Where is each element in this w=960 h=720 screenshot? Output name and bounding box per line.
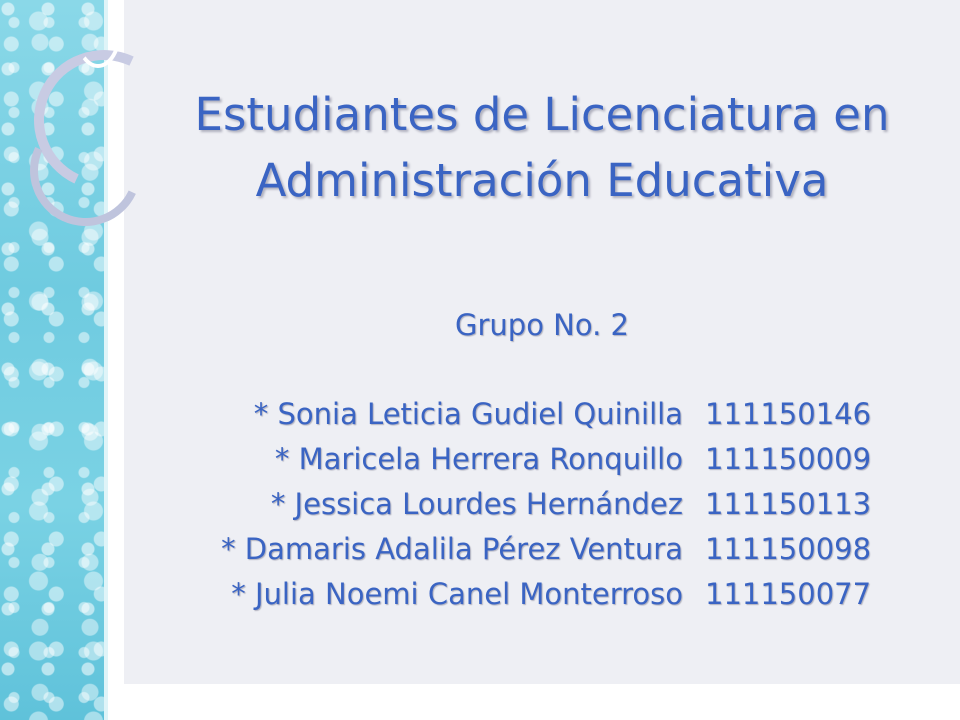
student-id: 111150077 bbox=[705, 577, 872, 611]
student-row bbox=[180, 437, 910, 482]
student-name: * Maricela Herrera Ronquillo bbox=[274, 442, 683, 476]
student-id: 111150113 bbox=[705, 487, 872, 521]
student-name: * Damaris Adalila Pérez Ventura bbox=[221, 532, 683, 566]
student-row bbox=[180, 527, 910, 572]
student-id: 111150009 bbox=[705, 442, 872, 476]
student-name: * Jessica Lourdes Hernández bbox=[270, 487, 683, 521]
student-id: 111150146 bbox=[705, 397, 872, 431]
student-list bbox=[180, 392, 910, 617]
student-row bbox=[180, 572, 910, 617]
student-name: * Julia Noemi Canel Monterroso bbox=[231, 577, 683, 611]
slide-title: Estudiantes de Licenciatura en Administración Educativa bbox=[194, 88, 890, 207]
group-label: Grupo No. 2 bbox=[455, 308, 629, 342]
student-name: * Sonia Leticia Gudiel Quinilla bbox=[253, 397, 683, 431]
student-id: 111150098 bbox=[705, 532, 872, 566]
student-row bbox=[180, 392, 910, 437]
student-row bbox=[180, 482, 910, 527]
